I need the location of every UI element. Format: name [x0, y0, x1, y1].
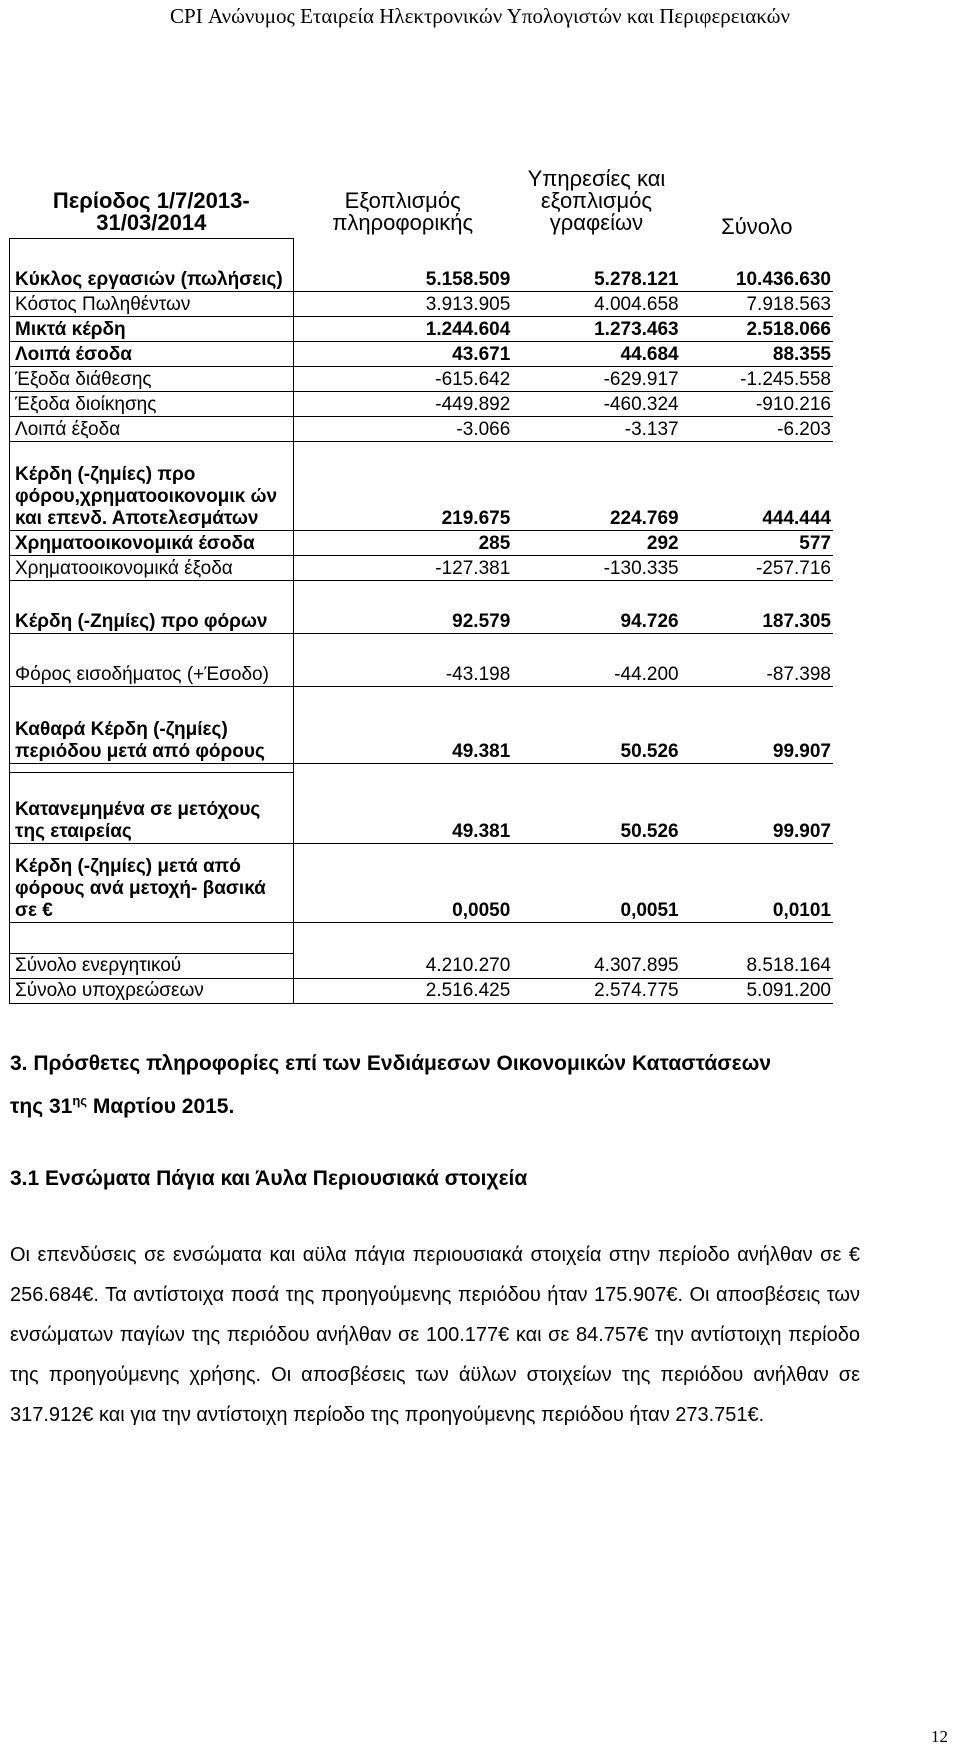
row-label: Έξοδα διάθεσης: [10, 366, 294, 391]
table-row: [10, 416, 834, 441]
table-row: [10, 291, 834, 316]
table-row: [10, 772, 834, 843]
page-header: CPI Ανώνυμος Εταιρεία Ηλεκτρονικών Υπολογιστών και Περιφερειακών: [170, 4, 790, 28]
row-label: Καθαρά Κέρδη (-ζημίες) περιόδου μετά από φόρους: [10, 686, 294, 763]
section3-line2: [10, 1082, 771, 1125]
row-value-col2: 50.526: [512, 686, 680, 763]
row-value-col3: -257.716: [681, 555, 833, 580]
spacer-cell: [10, 922, 294, 953]
row-value-col1: 1.244.604: [293, 316, 512, 341]
row-value-col2: 4.307.895: [512, 953, 680, 978]
row-value-col1: -615.642: [293, 366, 512, 391]
financial-table: [9, 166, 833, 1004]
section3-line1: 3. Πρόσθετες πληροφορίες επί των Ενδιάμεσων Οικονομικών Καταστάσεων: [10, 1052, 772, 1075]
row-value-col2: 292: [512, 530, 680, 555]
spacer-cell: [293, 922, 512, 953]
row-value-col1: 49.381: [293, 686, 512, 763]
row-value-col2: -3.137: [512, 416, 680, 441]
balance-row: [10, 953, 834, 978]
row-value-col3: -1.245.558: [681, 366, 833, 391]
row-label: Κέρδη (-ζημίες) προ φόρου,χρηματοοικονομικ ών και επενδ. Αποτελεσμάτων: [10, 441, 294, 530]
row-label: Κύκλος εργασιών (πωλήσεις): [10, 238, 294, 291]
table-row: [10, 441, 834, 530]
row-value-col1: 49.381: [293, 772, 512, 843]
row-value-col3: 5.091.200: [681, 978, 833, 1003]
row-value-col3: 99.907: [681, 686, 833, 763]
row-value-col3: 2.518.066: [681, 316, 833, 341]
table-row: [10, 530, 834, 555]
table-row: [10, 341, 834, 366]
col1-header: [293, 180, 512, 238]
col2-line1: εξοπλισμός: [540, 188, 653, 213]
row-value-col2: -629.917: [512, 366, 680, 391]
row-label: Χρηματοοικονομικά έσοδα: [10, 530, 294, 555]
spacer-cell: [10, 763, 294, 772]
row-value-col2: 1.273.463: [512, 316, 680, 341]
section3-superscript: ης: [72, 1093, 88, 1108]
row-value-col2: 224.769: [512, 441, 680, 530]
row-value-col1: 43.671: [293, 341, 512, 366]
row-value-col3: -6.203: [681, 416, 833, 441]
period-line1: Περίοδος 1/7/2013-: [52, 187, 250, 213]
table-header-row: [10, 180, 834, 238]
row-label: Κέρδη (-Ζημίες) προ φόρων: [10, 580, 294, 633]
row-value-col1: 2.516.425: [293, 978, 512, 1003]
spacer-cell: [512, 763, 680, 772]
table-row: [10, 843, 834, 922]
row-value-col3: -87.398: [681, 633, 833, 686]
row-label: Έξοδα διοίκησης: [10, 391, 294, 416]
table-row: [10, 391, 834, 416]
row-value-col3: 99.907: [681, 772, 833, 843]
table-row: [10, 580, 834, 633]
row-value-col1: 0,0050: [293, 843, 512, 922]
row-label: Κόστος Πωληθέντων: [10, 291, 294, 316]
spacer-cell: [681, 763, 833, 772]
row-value-col3: 577: [681, 530, 833, 555]
row-value-col1: -43.198: [293, 633, 512, 686]
row-value-col1: 4.210.270: [293, 953, 512, 978]
col2-line2: γραφείων: [549, 210, 644, 235]
row-value-col1: 219.675: [293, 441, 512, 530]
section3-date-prefix: της 31: [10, 1095, 73, 1118]
row-value-col3: 187.305: [681, 580, 833, 633]
row-label: Χρηματοοικονομικά έξοδα: [10, 555, 294, 580]
section3-date-suffix: Μαρτίου 2015.: [87, 1095, 235, 1118]
row-value-col1: 92.579: [293, 580, 512, 633]
row-value-col1: 3.913.905: [293, 291, 512, 316]
spacer-cell: [512, 922, 680, 953]
row-label: Κατανεμημένα σε μετόχους της εταιρείας: [10, 772, 294, 843]
table-row: [10, 238, 834, 291]
table-row: [10, 686, 834, 763]
col3-header: Σύνολο: [721, 214, 793, 239]
row-value-col1: 285: [293, 530, 512, 555]
row-label: Λοιπά έξοδα: [10, 416, 294, 441]
row-value-col3: 10.436.630: [681, 238, 833, 291]
col2-header: [512, 166, 680, 238]
table-row: [10, 366, 834, 391]
row-value-col3: 88.355: [681, 341, 833, 366]
table-row: [10, 633, 834, 686]
row-value-col2: -44.200: [512, 633, 680, 686]
row-label: Κέρδη (-ζημίες) μετά από φόρους ανά μετοχή- βασικά σε €: [10, 843, 294, 922]
row-value-col2: 94.726: [512, 580, 680, 633]
row-label: Φόρος εισοδήματος (+Έσοδο): [10, 633, 294, 686]
spacer-cell: [293, 763, 512, 772]
col1-line1: Εξοπλισμός: [344, 188, 461, 213]
col2-line0: Υπηρεσίες και: [527, 166, 666, 191]
period-line2: 31/03/2014: [96, 209, 207, 235]
row-value-col3: 444.444: [681, 441, 833, 530]
row-value-col3: -910.216: [681, 391, 833, 416]
row-value-col2: 4.004.658: [512, 291, 680, 316]
row-label: Σύνολο ενεργητικού: [10, 953, 294, 978]
row-value-col1: -3.066: [293, 416, 512, 441]
table-body: [10, 238, 834, 1003]
row-value-col2: -460.324: [512, 391, 680, 416]
section3-heading: [10, 1045, 771, 1125]
row-value-col3: 0,0101: [681, 843, 833, 922]
row-value-col2: 2.574.775: [512, 978, 680, 1003]
table-row: [10, 316, 834, 341]
row-value-col1: -127.381: [293, 555, 512, 580]
row-label: Σύνολο υποχρεώσεων: [10, 978, 294, 1003]
balance-row: [10, 978, 834, 1003]
spacer-row: [10, 763, 834, 772]
section31-heading: 3.1 Ενσώματα Πάγια και Άυλα Περιουσιακά στοιχεία: [10, 1167, 528, 1190]
page-number: 12: [931, 1727, 948, 1746]
row-label: Λοιπά έσοδα: [10, 341, 294, 366]
body-paragraph: Οι επενδύσεις σε ενσώματα και αϋλα πάγια περιουσιακά στοιχεία στην περίοδο ανήλθαν σε € 256.684€. Τα αντίστοιχα ποσά της προηγούμενης περιόδου ήταν 175.907€. Οι αποσβέσεις των ενσώματων παγίων της περιόδου ανήλθαν σε 100.177€ και σε 84.757€ την αντίστοιχη περίοδο της προηγούμενης χρήσης. Οι αποσβέσεις των άϋλων στοιχείων της περιόδου ανήλθαν σε 317.912€ και για την αντίστοιχη περίοδο της προηγούμενης περιόδου ήταν 273.751€.: [10, 1244, 860, 1426]
row-value-col2: 44.684: [512, 341, 680, 366]
row-value-col1: -449.892: [293, 391, 512, 416]
spacer-row: [10, 922, 834, 953]
period-header: [10, 180, 294, 238]
row-value-col2: 5.278.121: [512, 238, 680, 291]
row-value-col3: 7.918.563: [681, 291, 833, 316]
row-value-col1: 5.158.509: [293, 238, 512, 291]
row-label: Μικτά κέρδη: [10, 316, 294, 341]
table-row: [10, 555, 834, 580]
col1-line2: πληροφορικής: [332, 210, 474, 235]
row-value-col3: 8.518.164: [681, 953, 833, 978]
row-value-col2: -130.335: [512, 555, 680, 580]
spacer-cell: [681, 922, 833, 953]
row-value-col2: 0,0051: [512, 843, 680, 922]
row-value-col2: 50.526: [512, 772, 680, 843]
